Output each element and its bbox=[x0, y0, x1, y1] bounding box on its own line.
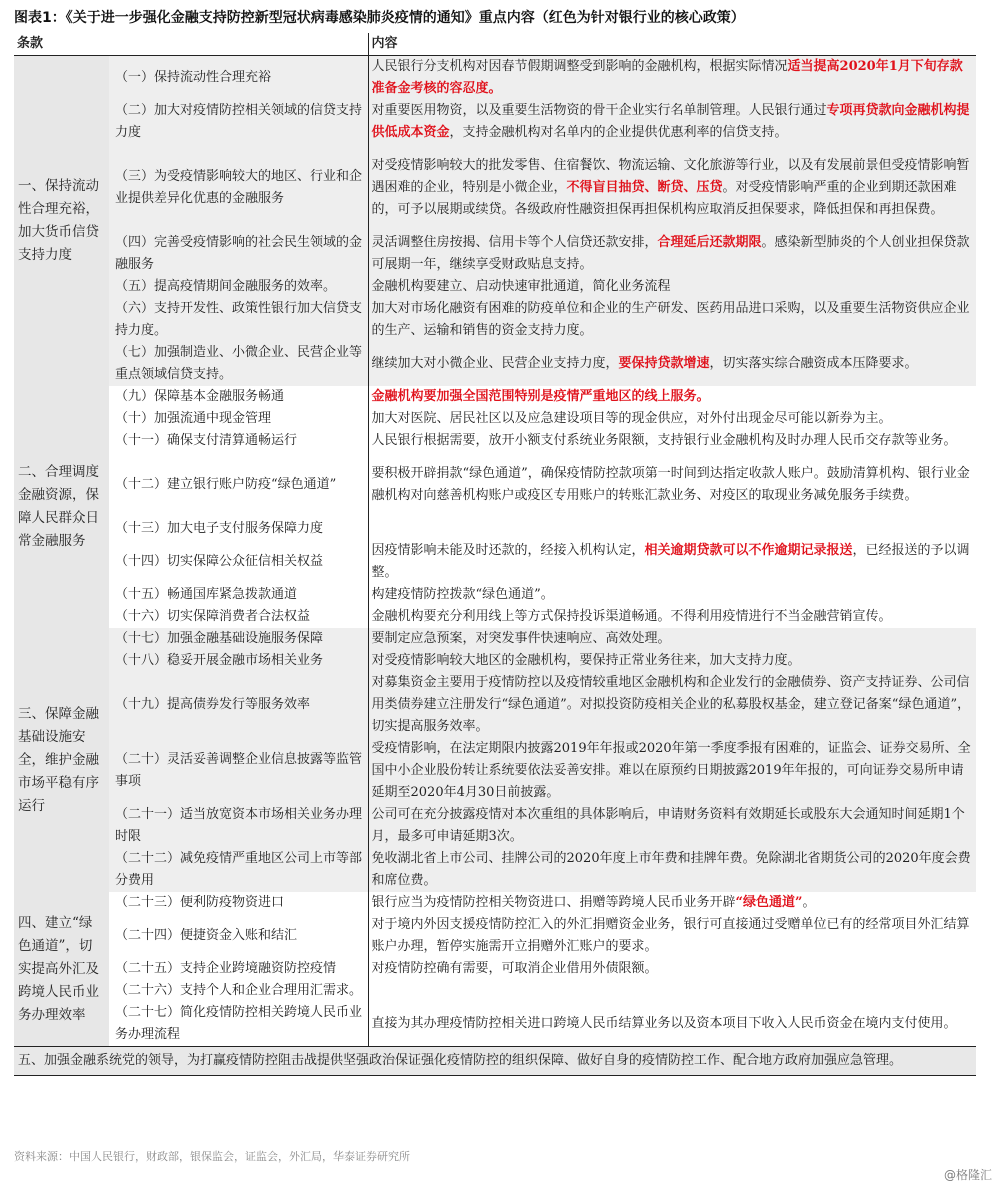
clause-cell: （九）保障基本金融服务畅通 bbox=[115, 389, 285, 404]
content-cell bbox=[368, 452, 976, 518]
content-text: 直接为其办理疫情防控相关进口跨境人民币结算业务以及资本项目下收入人民币资金在境内支付使用。 bbox=[371, 1016, 957, 1031]
content-text: 金融机构要充分利用线上等方式保持投诉渠道畅通。不得利用疫情进行不当金融营销宣传。 bbox=[371, 609, 892, 624]
content-text: 。 bbox=[802, 895, 816, 910]
content-text: 构建疫情防控拨款“绿色通道”。 bbox=[371, 587, 554, 602]
content-text: 公司可在充分披露疫情对本次重组的具体影响后，申请财务资料有效期延长或股东大会通知时间延期1个月，最多可申请延期3次。 bbox=[371, 807, 965, 844]
watermark: @格隆汇 bbox=[943, 1168, 992, 1182]
content-cell bbox=[368, 650, 976, 672]
content-cell bbox=[368, 892, 976, 914]
content-cell bbox=[368, 144, 976, 232]
clause-cell: （二十五）支持企业跨境融资防控疫情 bbox=[115, 961, 337, 976]
table-row bbox=[14, 958, 976, 980]
content-text: 免收湖北省上市公司、挂牌公司的2020年度上市年费和挂牌年费。免除湖北省期货公司的2020年度会费和席位费。 bbox=[371, 851, 971, 888]
table-row bbox=[14, 848, 976, 892]
policy-table bbox=[14, 33, 976, 1076]
clause-cell: （二十七）简化疫情防控相关跨境人民币业务办理流程 bbox=[115, 1005, 363, 1042]
table-row bbox=[14, 342, 976, 386]
table-row bbox=[14, 606, 976, 628]
source-note: 资料来源：中国人民银行，财政部，银保监会，证监会，外汇局，华泰证券研究所 bbox=[14, 1150, 410, 1163]
category-cell: 四、建立“绿色通道”，切实提高外汇及跨境人民币业务办理效率 bbox=[14, 892, 109, 1047]
content-text: 对受疫情影响较大地区的金融机构，要保持正常业务往来，加大支持力度。 bbox=[371, 653, 801, 668]
content-text: 对受疫情影响较大的批发零售、住宿餐饮、物流运输、文化旅游等行业，以及有发展前景但受疫情影响暂遇困难的企业，特别是小微企业， bbox=[371, 158, 970, 195]
content-cell bbox=[368, 914, 976, 958]
content-cell bbox=[368, 386, 976, 408]
content-text: 人民银行分支机构对因春节假期调整受到影响的金融机构，根据实际情况 bbox=[371, 59, 788, 74]
content-text: 要积极开辟捐款“绿色通道”，确保疫情防控款项第一时间到达指定收款人账户。鼓励清算机构、银行业金融机构对向慈善机构账户或疫区专用账户的转账汇款业务、对疫区的取现业务减免服务手续费。 bbox=[371, 466, 970, 503]
table-row bbox=[14, 408, 976, 430]
key-policy-text: 金融机构要加强全国范围特别是疫情严重地区的线上服务。 bbox=[371, 389, 710, 404]
content-cell bbox=[368, 408, 976, 430]
table-row bbox=[14, 1047, 976, 1076]
content-text: 金融机构要建立、启动快速审批通道，简化业务流程 bbox=[371, 279, 671, 294]
clause-cell: （十二）建立银行账户防疫“绿色通道” bbox=[115, 477, 337, 492]
category-cell: 三、保障金融基础设施安全，维护金融市场平稳有序运行 bbox=[14, 628, 109, 892]
content-text: 要制定应急预案，对突发事件快速响应、高效处理。 bbox=[371, 631, 671, 646]
content-cell bbox=[368, 628, 976, 650]
content-cell bbox=[368, 342, 976, 386]
final-clause-cell: 五、加强金融系统党的领导，为打赢疫情防控阻击战提供坚强政治保证强化疫情防控的组织保障、做好自身的疫情防控工作、配合地方政府加强应急管理。 bbox=[14, 1047, 976, 1076]
clause-cell: （五）提高疫情期间金融服务的效率。 bbox=[109, 276, 368, 298]
content-text: 。感染新型肺炎的个人创业担保贷款可展期一年，继续享受财政贴息支持。 bbox=[371, 235, 970, 272]
key-policy-text: 不得盲目抽贷、断贷、压贷 bbox=[566, 180, 723, 195]
content-text: 人民银行根据需要，放开小额支付系统业务限额，支持银行业金融机构及时办理人民币交存款等业务。 bbox=[371, 433, 957, 448]
content-cell bbox=[368, 430, 976, 452]
table-row bbox=[14, 1002, 976, 1047]
content-cell bbox=[368, 232, 976, 276]
clause-cell: （十六）切实保障消费者合法权益 bbox=[115, 609, 311, 624]
header-clause: 条款 bbox=[14, 33, 368, 56]
content-text: 因疫情影响未能及时还款的，经接入机构认定， bbox=[371, 543, 645, 558]
key-policy-text: 合理延后还款期限 bbox=[657, 235, 762, 250]
content-text: 受疫情影响，在法定期限内披露2019年年报或2020年第一季度季报有困难的，证监会、证券交易所、全国中小企业股份转让系统要依法妥善安排。难以在原预约日期披露2019年年报的，可向证券交易所申请延期至2020年4月30日前披露。 bbox=[371, 741, 971, 800]
table-row bbox=[14, 144, 976, 232]
content-text: 继续加大对小微企业、民营企业支持力度， bbox=[371, 356, 619, 371]
table-row bbox=[14, 452, 976, 518]
key-policy-text: 要保持贷款增速 bbox=[618, 356, 710, 371]
table-row bbox=[14, 584, 976, 606]
category-cell: 一、保持流动性合理充裕，加大货币信贷支持力度 bbox=[14, 56, 109, 387]
clause-cell: （十九）提高债券发行等服务效率 bbox=[109, 672, 368, 738]
table-row bbox=[14, 650, 976, 672]
clause-cell: （十八）稳妥开展金融市场相关业务 bbox=[109, 650, 368, 672]
content-cell bbox=[368, 804, 976, 848]
content-cell bbox=[368, 518, 976, 540]
clause-cell: （二）加大对疫情防控相关领域的信贷支持力度 bbox=[109, 100, 368, 144]
table-row bbox=[14, 628, 976, 650]
content-text: 灵活调整住房按揭、信用卡等个人信贷还款安排， bbox=[371, 235, 658, 250]
clause-cell: （一）保持流动性合理充裕 bbox=[109, 56, 368, 101]
table-row bbox=[14, 298, 976, 342]
table-row bbox=[14, 914, 976, 958]
key-policy-text: “绿色通道” bbox=[735, 895, 803, 910]
content-text: ，支持金融机构对名单内的企业提供优惠利率的信贷支持。 bbox=[449, 125, 788, 140]
content-text: 对募集资金主要用于疫情防控以及疫情较重地区金融机构和企业发行的金融债券、资产支持证券、公司信用类债券建立注册发行“绿色通道”。对拟投资防疫相关企业的私募股权基金，建立登记备案“绿色通道”，切实提高服务效率。 bbox=[371, 675, 971, 734]
clause-cell: （七）加强制造业、小微企业、民营企业等重点领域信贷支持。 bbox=[109, 342, 368, 386]
content-cell bbox=[368, 958, 976, 980]
table-row bbox=[14, 738, 976, 804]
content-text: ，切实落实综合融资成本压降要求。 bbox=[709, 356, 918, 371]
key-policy-text: 相关逾期贷款可以不作逾期记录报送 bbox=[644, 543, 853, 558]
content-cell bbox=[368, 738, 976, 804]
clause-cell: （十三）加大电子支付服务保障力度 bbox=[115, 521, 324, 536]
content-text: 加大对市场化融资有困难的防疫单位和企业的生产研发、医药用品进口采购，以及重要生活物资供应企业的生产、运输和销售的资金支持力度。 bbox=[371, 301, 970, 338]
table-row bbox=[14, 56, 976, 101]
table-row bbox=[14, 100, 976, 144]
table-body bbox=[14, 56, 976, 1076]
category-cell: 二、合理调度金融资源，保障人民群众日常金融服务 bbox=[14, 386, 109, 628]
clause-cell: （十五）畅通国库紧急拨款通道 bbox=[115, 587, 298, 602]
table-row bbox=[14, 430, 976, 452]
clause-cell: （四）完善受疫情影响的社会民生领域的金融服务 bbox=[109, 232, 368, 276]
clause-cell: （十）加强流通中现金管理 bbox=[115, 411, 272, 426]
content-text: 对于境内外因支援疫情防控汇入的外汇捐赠资金业务，银行可直接通过受赠单位已有的经常项目外汇结算账户办理，暂停实施需开立捐赠外汇账户的要求。 bbox=[371, 917, 970, 954]
header-content: 内容 bbox=[368, 33, 976, 56]
content-cell bbox=[368, 584, 976, 606]
content-cell bbox=[368, 56, 976, 101]
table-row bbox=[14, 672, 976, 738]
clause-cell: （二十）灵活妥善调整企业信息披露等监管事项 bbox=[109, 738, 368, 804]
table-row bbox=[14, 518, 976, 540]
content-cell bbox=[368, 100, 976, 144]
clause-cell: （二十六）支持个人和企业合理用汇需求。 bbox=[115, 983, 363, 998]
key-policy-text: 专项再贷款向金融机构提供低成本资金 bbox=[371, 103, 970, 140]
content-text: 对疫情防控确有需要，可取消企业借用外债限额。 bbox=[371, 961, 658, 976]
figure-title: 图表1：《关于进一步强化金融支持防控新型冠状病毒感染肺炎疫情的通知》重点内容（红色为针对银行业的核心政策） bbox=[14, 10, 745, 26]
content-cell bbox=[368, 540, 976, 584]
table-row bbox=[14, 386, 976, 408]
table-row bbox=[14, 540, 976, 584]
clause-cell: （十七）加强金融基础设施服务保障 bbox=[109, 628, 368, 650]
content-cell bbox=[368, 848, 976, 892]
table-row bbox=[14, 276, 976, 298]
table-row bbox=[14, 980, 976, 1002]
content-text: 对重要医用物资，以及重要生活物资的骨干企业实行名单制管理。人民银行通过 bbox=[371, 103, 827, 118]
clause-cell: （二十三）便利防疫物资进口 bbox=[115, 895, 285, 910]
content-text: 。对受疫情影响严重的企业到期还款困难的，可予以展期或续贷。各级政府性融资担保再担保机构应取消反担保要求，降低担保和再担保费。 bbox=[371, 180, 957, 217]
clause-cell: （二十四）便捷资金入账和结汇 bbox=[115, 928, 298, 943]
content-text: 加大对医院、居民社区以及应急建设项目等的现金供应，对外付出现金尽可能以新券为主。 bbox=[371, 411, 892, 426]
table-row bbox=[14, 804, 976, 848]
content-text: 银行应当为疫情防控相关物资进口、捐赠等跨境人民币业务开辟 bbox=[371, 895, 736, 910]
content-cell bbox=[368, 1002, 976, 1047]
content-cell bbox=[368, 276, 976, 298]
table-header-row bbox=[14, 33, 976, 56]
content-cell bbox=[368, 606, 976, 628]
clause-cell: （二十一）适当放宽资本市场相关业务办理时限 bbox=[109, 804, 368, 848]
clause-cell: （六）支持开发性、政策性银行加大信贷支持力度。 bbox=[109, 298, 368, 342]
content-cell bbox=[368, 980, 976, 1002]
content-text: ，已经报送的予以调整。 bbox=[371, 543, 970, 580]
clause-cell: （十一）确保支付清算通畅运行 bbox=[115, 433, 298, 448]
content-cell bbox=[368, 298, 976, 342]
clause-cell: （二十二）减免疫情严重地区公司上市等部分费用 bbox=[109, 848, 368, 892]
clause-cell: （三）为受疫情影响较大的地区、行业和企业提供差异化优惠的金融服务 bbox=[109, 144, 368, 232]
table-row bbox=[14, 232, 976, 276]
clause-cell: （十四）切实保障公众征信相关权益 bbox=[115, 554, 324, 569]
content-cell bbox=[368, 672, 976, 738]
key-policy-text: 适当提高2020年1月下旬存款准备金考核的容忍度。 bbox=[371, 59, 963, 96]
table-row bbox=[14, 892, 976, 914]
